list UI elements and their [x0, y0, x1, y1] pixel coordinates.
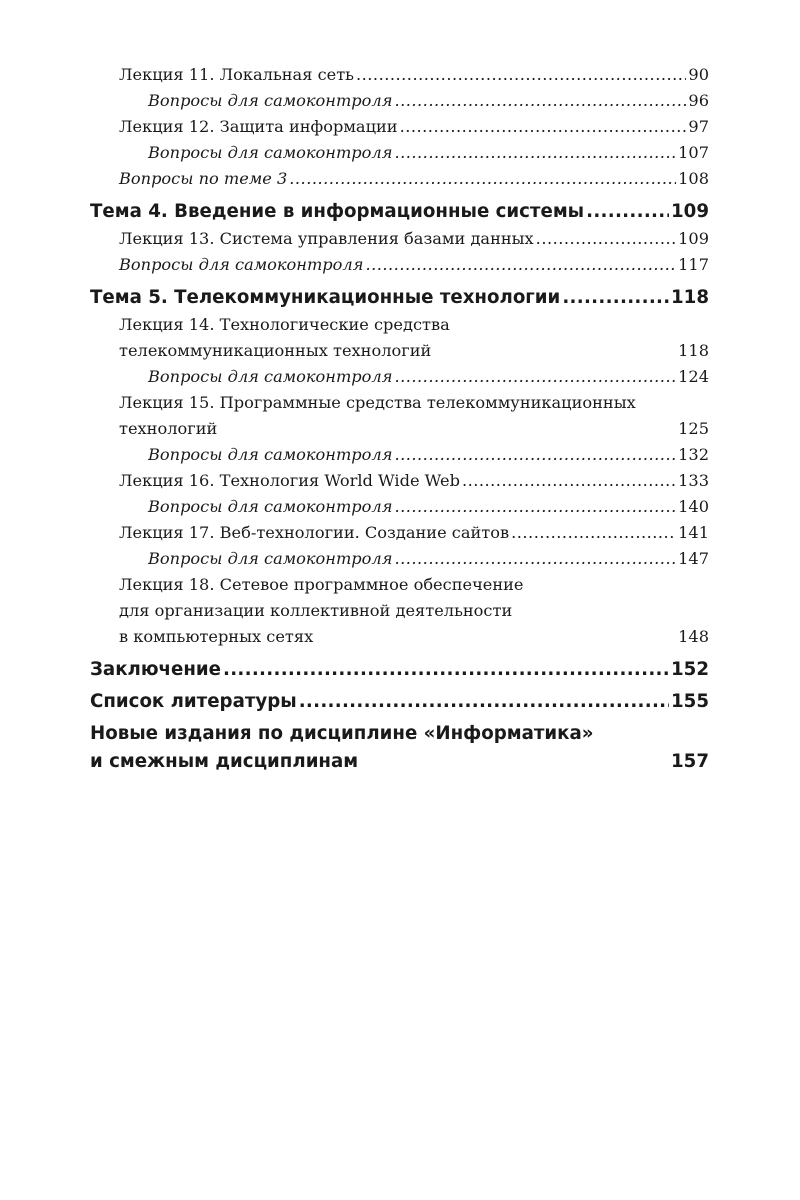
toc-page-number: 108: [678, 169, 709, 188]
toc-entry-questions-12[interactable]: [90, 140, 709, 166]
toc-page-number: 155: [671, 691, 709, 712]
toc-page-number: 125: [678, 419, 709, 438]
dot-leader: [394, 494, 676, 520]
toc-page-number: 152: [671, 659, 709, 680]
toc-entry-lecture-13[interactable]: [90, 226, 709, 252]
dot-leader: [511, 520, 676, 546]
toc-entry-label: Лекция 11. Локальная сеть: [119, 65, 354, 84]
toc-entry-label: Вопросы для самоконтроля: [148, 91, 393, 110]
toc-entry-questions-13[interactable]: [90, 252, 709, 278]
toc-page-number: 133: [678, 471, 709, 490]
toc-page-number: 96: [688, 91, 709, 110]
toc-page-number: 118: [678, 341, 709, 360]
dot-leader: [289, 166, 676, 192]
toc-entry-label: Вопросы для самоконтроля: [148, 497, 393, 516]
toc-entry-conclusion[interactable]: [90, 656, 709, 684]
toc-entry-questions-11[interactable]: [90, 88, 709, 114]
toc-page-number: 109: [678, 229, 709, 248]
dot-leader: [299, 688, 669, 716]
toc-entry-label-line: Лекция 15. Программные средства телекоммуникационных: [119, 393, 636, 412]
toc-entry-new-editions[interactable]: [90, 720, 709, 776]
dot-leader: [394, 88, 686, 114]
toc-page-number: 141: [678, 523, 709, 542]
toc-page-number: 140: [678, 497, 709, 516]
toc-entry-label: Вопросы для самоконтроля: [119, 255, 364, 274]
toc-entry-theme-5[interactable]: [90, 284, 709, 312]
toc-entry-label: Вопросы для самоконтроля: [148, 367, 393, 386]
dot-leader: [536, 226, 676, 252]
table-of-contents: [90, 62, 709, 776]
dot-leader: [586, 198, 669, 226]
dot-leader: [394, 364, 676, 390]
dot-leader: [394, 546, 676, 572]
toc-entry-lecture-16[interactable]: [90, 468, 709, 494]
toc-entry-topic-3-questions[interactable]: [90, 166, 709, 192]
toc-entry-lecture-14[interactable]: [90, 312, 709, 364]
toc-entry-bibliography[interactable]: [90, 688, 709, 716]
toc-page-number: 147: [678, 549, 709, 568]
toc-entry-label: Вопросы по теме 3: [119, 169, 288, 188]
toc-theme-label: Тема 5. Телекоммуникационные технологии: [90, 287, 561, 308]
toc-theme-label: Тема 4. Введение в информационные системы: [90, 201, 585, 222]
toc-theme-label-line: Новые издания по дисциплине «Информатика»: [90, 723, 594, 744]
toc-entry-lecture-15[interactable]: [90, 390, 709, 442]
toc-theme-label: Заключение: [90, 659, 222, 680]
toc-entry-questions-17[interactable]: [90, 546, 709, 572]
toc-entry-lecture-12[interactable]: [90, 114, 709, 140]
toc-entry-label-line: Лекция 14. Технологические средства: [119, 315, 450, 334]
toc-theme-label-line: и смежным дисциплинам: [90, 751, 359, 772]
toc-entry-label: Лекция 12. Защита информации: [119, 117, 398, 136]
toc-entry-label-line: телекоммуникационных технологий: [119, 341, 432, 360]
toc-entry-lecture-17[interactable]: [90, 520, 709, 546]
toc-entry-lecture-11[interactable]: [90, 62, 709, 88]
dot-leader: [394, 442, 676, 468]
toc-page-number: 132: [678, 445, 709, 464]
toc-entry-label: Лекция 16. Технология World Wide Web: [119, 471, 460, 490]
toc-entry-questions-14[interactable]: [90, 364, 709, 390]
dot-leader: [223, 656, 669, 684]
toc-page-number: 124: [678, 367, 709, 386]
toc-page-number: 97: [688, 117, 709, 136]
toc-entry-questions-16[interactable]: [90, 494, 709, 520]
toc-entry-label-line: для организации коллективной деятельности: [119, 601, 513, 620]
toc-entry-lecture-18[interactable]: [90, 572, 709, 650]
toc-entry-label-line: технологий: [119, 419, 218, 438]
toc-entry-label-line: Лекция 18. Сетевое программное обеспечение: [119, 575, 524, 594]
toc-page-number: 107: [678, 143, 709, 162]
toc-entry-theme-4[interactable]: [90, 198, 709, 226]
toc-entry-label: Вопросы для самоконтроля: [148, 445, 393, 464]
toc-page-number: 157: [671, 751, 709, 772]
dot-leader: [462, 468, 676, 494]
toc-page-number: 117: [678, 255, 709, 274]
toc-entry-label: Лекция 13. Система управления базами данных: [119, 229, 534, 248]
toc-page-number: 90: [688, 65, 709, 84]
dot-leader: [400, 114, 687, 140]
toc-entry-label: Лекция 17. Веб-технологии. Создание сайтов: [119, 523, 510, 542]
toc-page-number: 118: [671, 287, 709, 308]
toc-entry-label-line: в компьютерных сетях: [119, 627, 314, 646]
toc-page-number: 109: [671, 201, 709, 222]
toc-entry-label: Вопросы для самоконтроля: [148, 549, 393, 568]
dot-leader: [394, 140, 676, 166]
toc-entry-questions-15[interactable]: [90, 442, 709, 468]
toc-theme-label: Список литературы: [90, 691, 297, 712]
dot-leader: [356, 62, 686, 88]
dot-leader: [365, 252, 676, 278]
toc-entry-label: Вопросы для самоконтроля: [148, 143, 393, 162]
dot-leader: [562, 284, 669, 312]
toc-page-number: 148: [678, 627, 709, 646]
